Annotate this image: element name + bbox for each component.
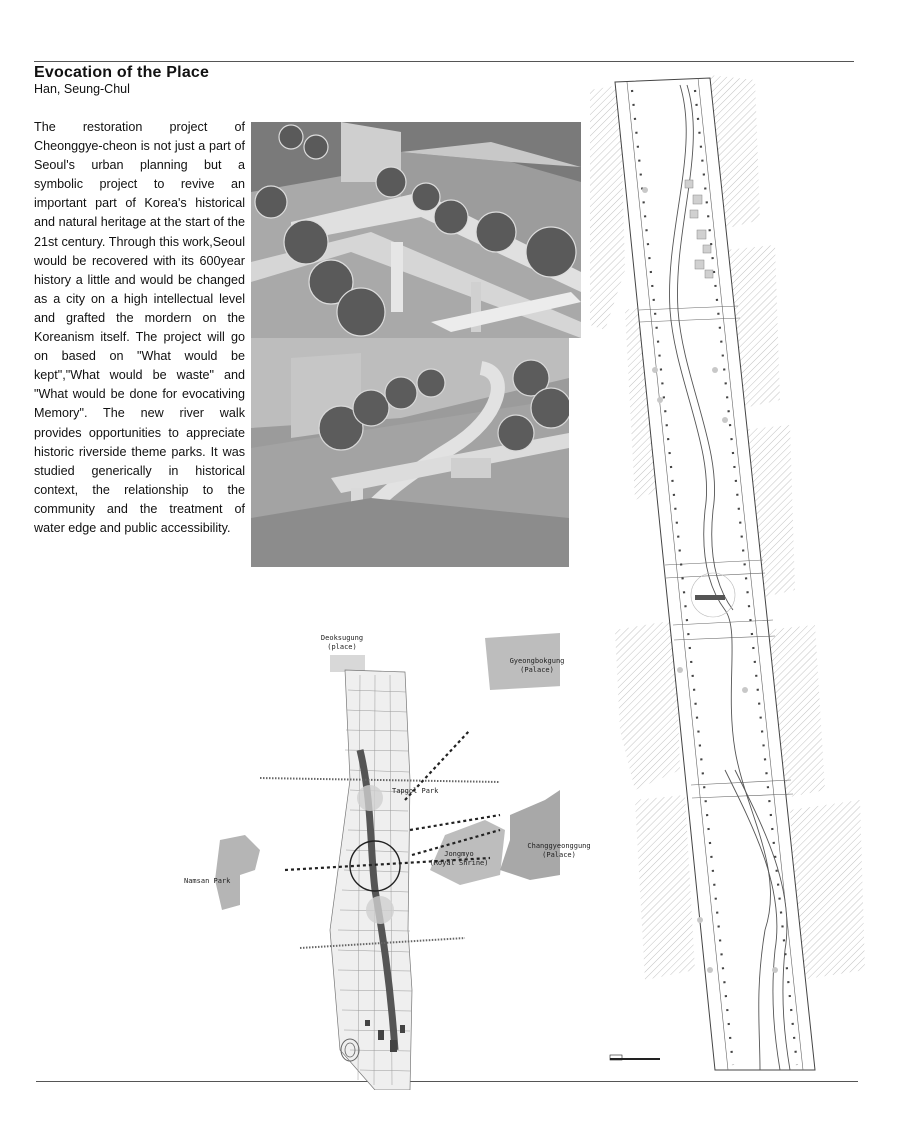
- page-title: Evocation of the Place: [34, 64, 210, 81]
- label-jongmyo: Jongmyo (Royal Shrine): [429, 850, 489, 867]
- project-description: The restoration project of Cheonggye-cheon is not just a part of Seoul's urban planning but a symbolic project to revive an important part of Korea's historical and natural heritage at the start of the 21st century. Through this work,Seoul would be recovered with its 600year history a little and would be changed as a city on a high intellectual level and grafted the mordern on the Koreanism itself. The project will go on based on "What would be kept","What would be waste" and "What would be done for evocativing Memory". The new river walk provides opportunities to appreciate historic riverside theme parks. It was studied generically in historical context, the relationship to the community and the treatment of water edge and public accessibility.: [34, 120, 245, 535]
- label-changgyeonggung: Changgyeonggung (Palace): [527, 842, 591, 859]
- model-photo-bottom: [251, 338, 569, 567]
- author-name: Han, Seung-Chul: [34, 82, 130, 96]
- label-gyeongbokgung: Gyeongbokgung (Palace): [509, 657, 565, 674]
- scale-bar: [610, 1055, 660, 1060]
- label-namsan-park: Namsan Park: [184, 877, 231, 885]
- top-rule: [34, 61, 854, 62]
- label-deoksugung: Deoksugung (place): [320, 634, 364, 651]
- deoksugung-area: [330, 655, 365, 672]
- namsan-area: [215, 835, 260, 910]
- river-strip-plan: [585, 70, 875, 1080]
- site-plan-map: [200, 630, 560, 1090]
- changgyeonggung-area: [500, 790, 560, 880]
- model-photo-top: [251, 122, 581, 338]
- label-tapgol-park: Tapgol Park: [392, 787, 439, 795]
